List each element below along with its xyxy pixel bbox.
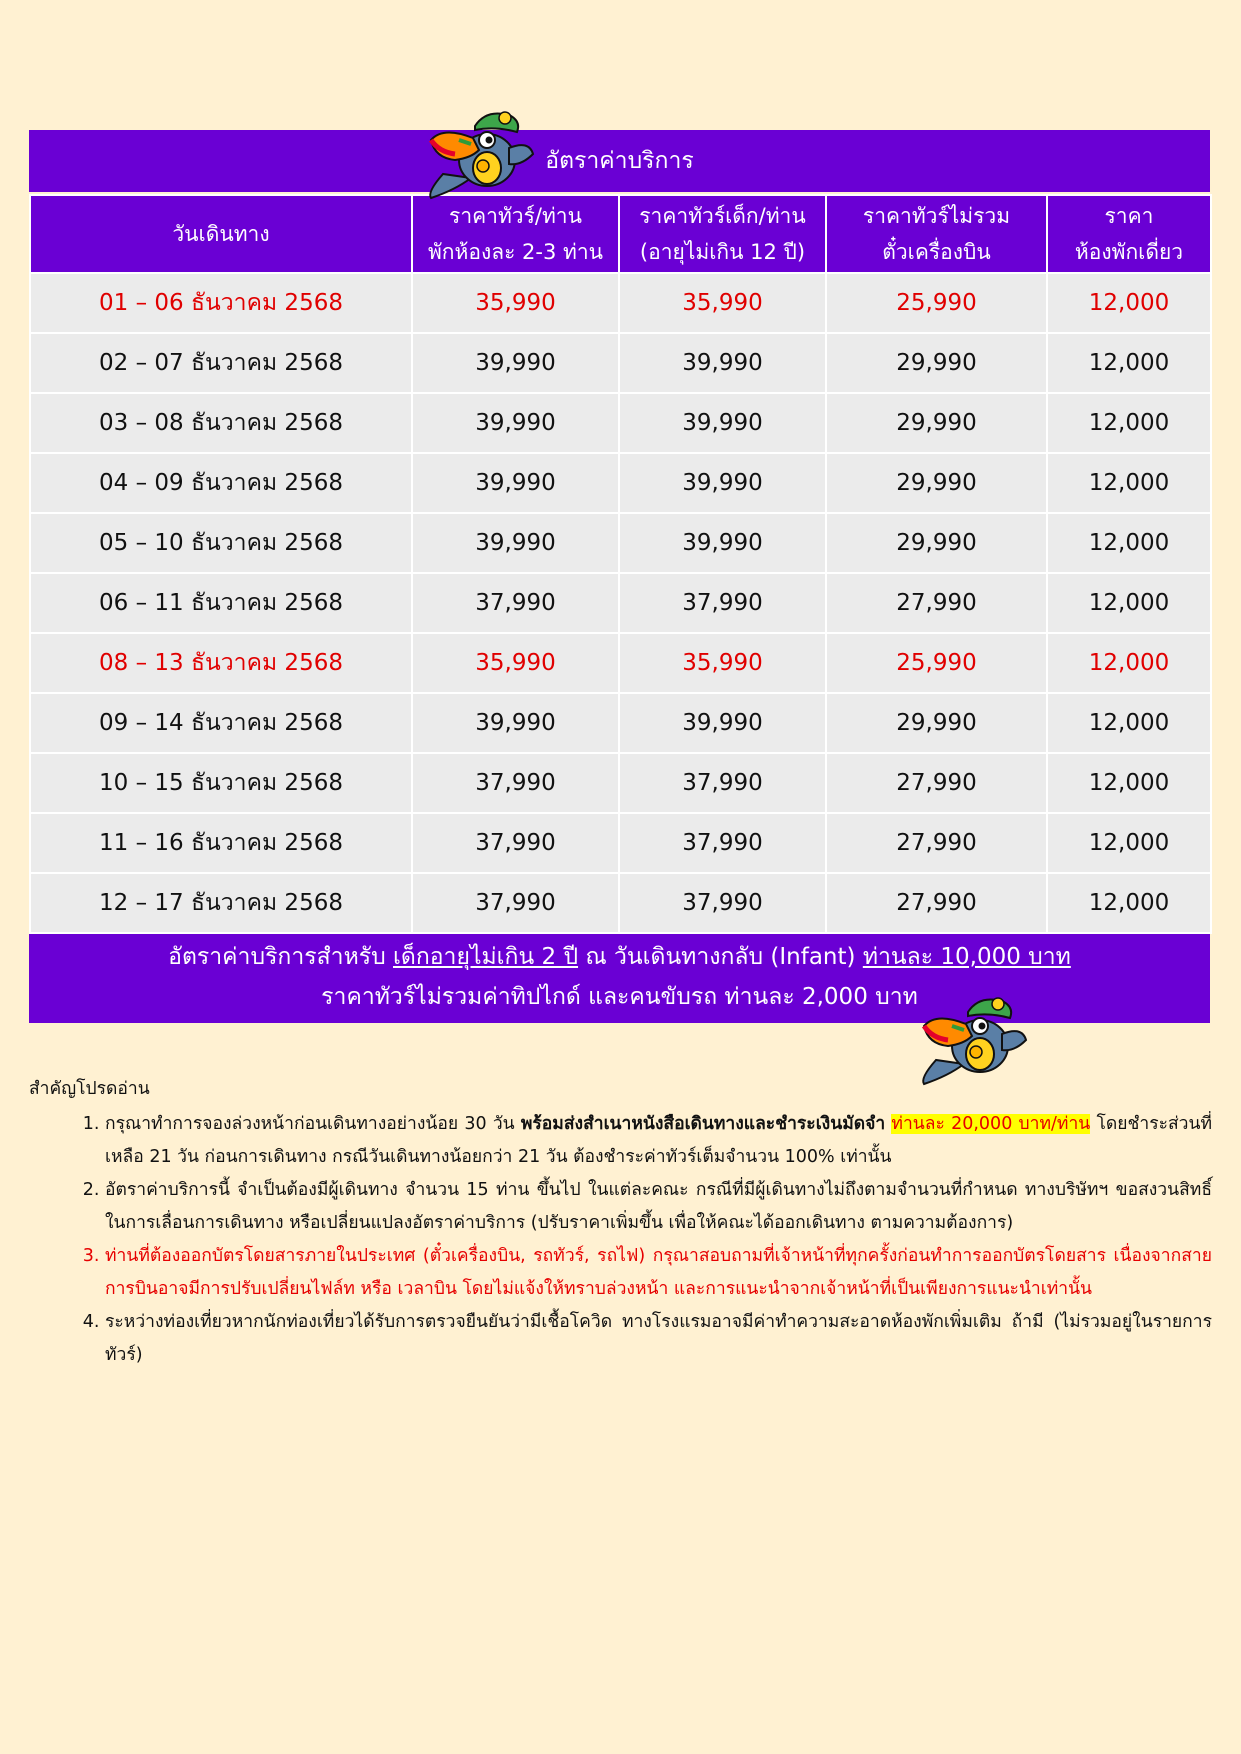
table-row <box>30 273 1211 333</box>
cell-date: 12 – 17 ธันวาคม 2568 <box>30 873 412 933</box>
cell-single: 12,000 <box>1047 573 1211 633</box>
cell-child: 39,990 <box>619 393 826 453</box>
cell-adult: 35,990 <box>412 633 619 693</box>
header-noflight: ราคาทัวร์ไม่รวม ตั๋วเครื่องบิน <box>826 195 1047 273</box>
footer-infant-line: อัตราค่าบริการสำหรับ เด็กอายุไม่เกิน 2 ปี ณ วันเดินทางกลับ (Infant) ท่านละ 10,000 บาท <box>168 944 1071 970</box>
cell-single: 12,000 <box>1047 273 1211 333</box>
rate-table-body <box>30 273 1211 933</box>
table-row <box>30 693 1211 753</box>
rate-table-title: อัตราค่าบริการ <box>545 148 694 174</box>
cell-date: 10 – 15 ธันวาคม 2568 <box>30 753 412 813</box>
toucan-mascot-icon <box>425 104 535 200</box>
cell-adult: 39,990 <box>412 693 619 753</box>
cell-single: 12,000 <box>1047 393 1211 453</box>
cell-child: 37,990 <box>619 753 826 813</box>
table-row <box>30 813 1211 873</box>
cell-noflight: 25,990 <box>826 273 1047 333</box>
deposit-amount-highlight: ท่านละ 20,000 บาท/ท่าน <box>891 1114 1091 1134</box>
header-child: ราคาทัวร์เด็ก/ท่าน (อายุไม่เกิน 12 ปี) <box>619 195 826 273</box>
table-row <box>30 333 1211 393</box>
header-date: วันเดินทาง <box>30 195 412 273</box>
table-row <box>30 573 1211 633</box>
header-adult: ราคาทัวร์/ท่าน พักห้องละ 2-3 ท่าน <box>412 195 619 273</box>
cell-adult: 39,990 <box>412 393 619 453</box>
notes-list <box>29 1108 1212 1372</box>
table-row <box>30 513 1211 573</box>
cell-child: 39,990 <box>619 333 826 393</box>
cell-noflight: 27,990 <box>826 873 1047 933</box>
cell-date: 05 – 10 ธันวาคม 2568 <box>30 513 412 573</box>
cell-date: 04 – 09 ธันวาคม 2568 <box>30 453 412 513</box>
cell-adult: 39,990 <box>412 333 619 393</box>
cell-child: 39,990 <box>619 453 826 513</box>
cell-adult: 37,990 <box>412 813 619 873</box>
cell-noflight: 27,990 <box>826 813 1047 873</box>
cell-noflight: 29,990 <box>826 393 1047 453</box>
cell-child: 39,990 <box>619 693 826 753</box>
cell-date: 02 – 07 ธันวาคม 2568 <box>30 333 412 393</box>
cell-child: 35,990 <box>619 633 826 693</box>
cell-date: 03 – 08 ธันวาคม 2568 <box>30 393 412 453</box>
table-row <box>30 453 1211 513</box>
cell-child: 37,990 <box>619 873 826 933</box>
cell-adult: 37,990 <box>412 573 619 633</box>
toucan-mascot-icon <box>918 990 1028 1086</box>
cell-noflight: 29,990 <box>826 693 1047 753</box>
infant-price-text: ท่านละ 10,000 บาท <box>862 944 1071 970</box>
cell-single: 12,000 <box>1047 693 1211 753</box>
deposit-bold-text: พร้อมส่งสำเนาหนังสือเดินทางและชำระเงินมัดจำ <box>520 1114 886 1134</box>
cell-child: 37,990 <box>619 813 826 873</box>
footer-tip-line: ราคาทัวร์ไม่รวมค่าทิปไกด์ และคนขับรถ ท่านละ 2,000 บาท <box>321 984 918 1010</box>
cell-noflight: 29,990 <box>826 333 1047 393</box>
notes-title: สำคัญโปรดอ่าน <box>29 1079 150 1099</box>
cell-child: 37,990 <box>619 573 826 633</box>
cell-noflight: 25,990 <box>826 633 1047 693</box>
cell-adult: 37,990 <box>412 873 619 933</box>
cell-child: 39,990 <box>619 513 826 573</box>
table-row <box>30 633 1211 693</box>
rate-table-section <box>29 130 1210 1023</box>
note-item-3: 3. ท่านที่ต้องออกบัตรโดยสารภายในประเทศ (ตั๋วเครื่องบิน, รถทัวร์, รถไฟ) กรุณาสอบถามที่เจ้าหน้าที่ทุกครั้งก่อนทำการออกบัตรโดยสาร เนื่องจากสายการบินอาจมีการปรับเปลี่ยนไฟล์ท หรือ เวลาบิน โดยไม่แจ้งให้ทราบล่วงหน้า และการแนะนำจากเจ้าหน้าที่เป็นเพียงการแนะนำเท่านั้น <box>105 1240 1212 1306</box>
note-item-2: 2. อัตราค่าบริการนี้ จำเป็นต้องมีผู้เดินทาง จำนวน 15 ท่าน ขึ้นไป ในแต่ละคณะ กรณีที่มีผู้เดินทางไม่ถึงตามจำนวนที่กำหนด ทางบริษัทฯ ขอสงวนสิทธิ์ในการเลื่อนการเดินทาง หรือเปลี่ยนแปลงอัตราค่าบริการ (ปรับราคาเพิ่มขึ้น เพื่อให้คณะได้ออกเดินทาง ตามความต้องการ) <box>105 1174 1212 1240</box>
cell-child: 35,990 <box>619 273 826 333</box>
cell-single: 12,000 <box>1047 633 1211 693</box>
cell-single: 12,000 <box>1047 513 1211 573</box>
cell-adult: 39,990 <box>412 453 619 513</box>
cell-adult: 39,990 <box>412 513 619 573</box>
table-row <box>30 873 1211 933</box>
cell-noflight: 29,990 <box>826 513 1047 573</box>
cell-date: 06 – 11 ธันวาคม 2568 <box>30 573 412 633</box>
cell-single: 12,000 <box>1047 813 1211 873</box>
cell-single: 12,000 <box>1047 453 1211 513</box>
cell-adult: 37,990 <box>412 753 619 813</box>
important-notes <box>29 1073 1212 1372</box>
cell-date: 01 – 06 ธันวาคม 2568 <box>30 273 412 333</box>
cell-date: 09 – 14 ธันวาคม 2568 <box>30 693 412 753</box>
table-row <box>30 753 1211 813</box>
rate-table-footer <box>29 934 1210 1023</box>
cell-single: 12,000 <box>1047 333 1211 393</box>
cell-adult: 35,990 <box>412 273 619 333</box>
infant-age-text: เด็กอายุไม่เกิน 2 ปี <box>393 944 579 970</box>
cell-single: 12,000 <box>1047 753 1211 813</box>
table-row <box>30 393 1211 453</box>
note-item-1: 1. กรุณาทำการจองล่วงหน้าก่อนเดินทางอย่างน้อย 30 วัน พร้อมส่งสำเนาหนังสือเดินทางและชำระเงินมัดจำ ท่านละ 20,000 บาท/ท่าน โดยชำระส่วนที่เหลือ 21 วัน ก่อนการเดินทาง กรณีวันเดินทางน้อยกว่า 21 วัน ต้องชำระค่าทัวร์เต็มจำนวน 100% เท่านั้น <box>105 1108 1212 1174</box>
note-item-4: 4. ระหว่างท่องเที่ยวหากนักท่องเที่ยวได้รับการตรวจยืนยันว่ามีเชื้อโควิด ทางโรงแรมอาจมีค่าทำความสะอาดห้องพักเพิ่มเติม ถ้ามี (ไม่รวมอยู่ในรายการทัวร์) <box>105 1306 1212 1372</box>
rate-table <box>29 194 1212 934</box>
header-single: ราคา ห้องพักเดี่ยว <box>1047 195 1211 273</box>
rate-table-header-row <box>30 195 1211 273</box>
cell-single: 12,000 <box>1047 873 1211 933</box>
cell-noflight: 27,990 <box>826 753 1047 813</box>
cell-noflight: 29,990 <box>826 453 1047 513</box>
rate-table-title-bar <box>29 130 1210 192</box>
cell-date: 11 – 16 ธันวาคม 2568 <box>30 813 412 873</box>
cell-date: 08 – 13 ธันวาคม 2568 <box>30 633 412 693</box>
cell-noflight: 27,990 <box>826 573 1047 633</box>
